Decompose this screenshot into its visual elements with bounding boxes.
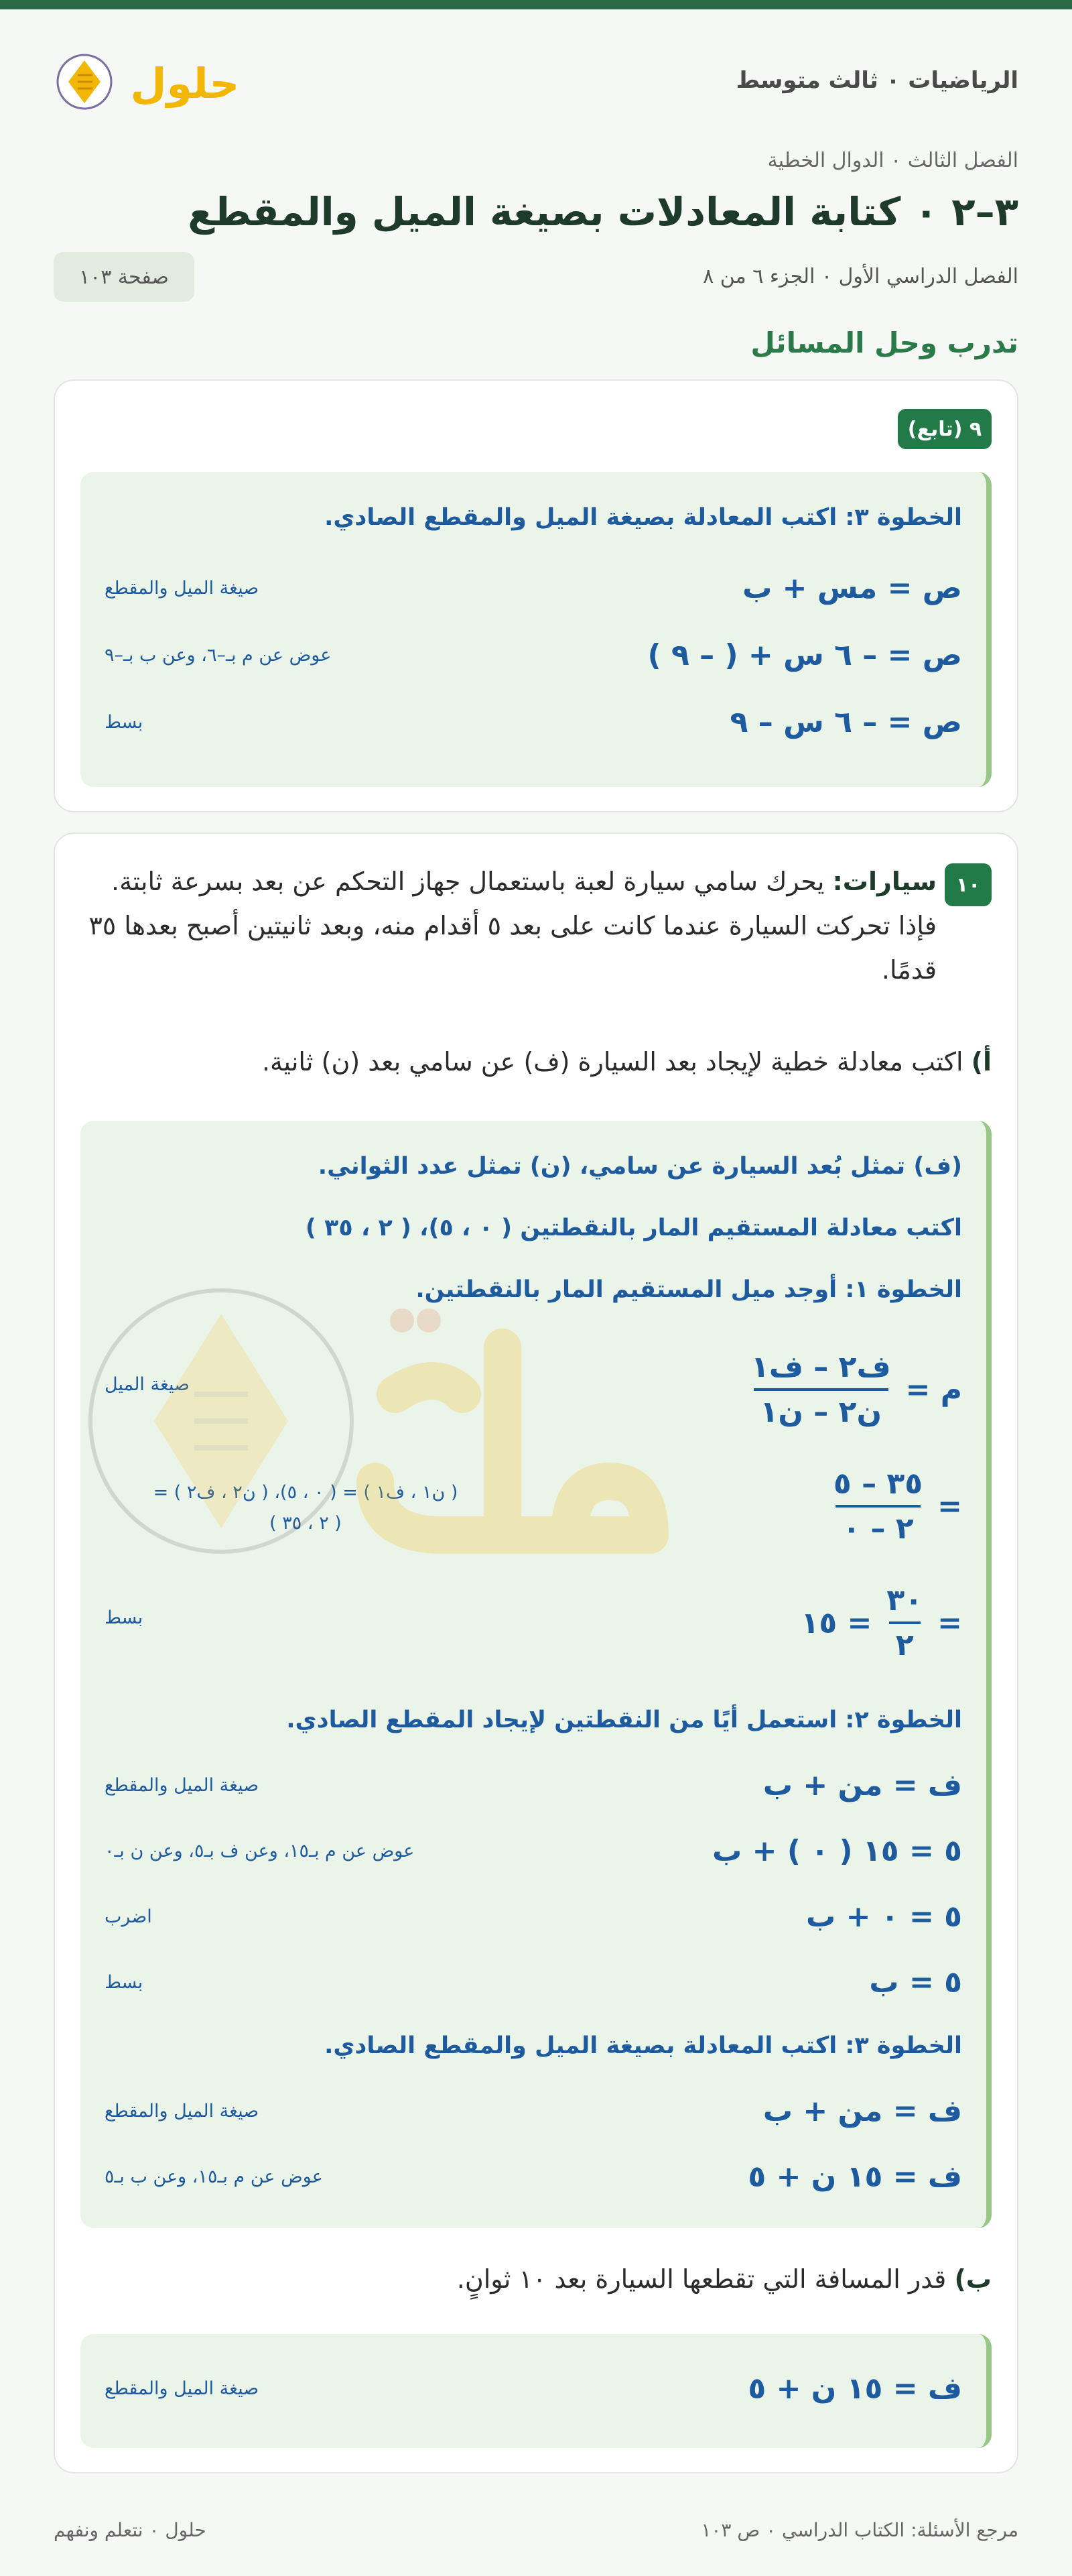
equation-row	[105, 2160, 962, 2200]
equation-row	[105, 1900, 962, 1940]
equals-sign: =	[937, 1605, 962, 1640]
fraction-denominator: ٢ – ٠	[835, 1505, 920, 1546]
logo-icon	[54, 40, 241, 121]
question-9-badge: ٩ (تابع)	[898, 409, 992, 449]
slope-formula	[736, 1350, 962, 1429]
equation-note	[105, 1477, 507, 1539]
fraction-denominator: ن٢ – ن١	[754, 1388, 888, 1429]
step-3-title-row	[105, 504, 962, 544]
equation-row	[105, 638, 962, 678]
question-10-badge: ١٠	[945, 863, 992, 906]
simplify-fraction	[880, 1583, 929, 1662]
step-3-title-row	[105, 2032, 962, 2073]
equation-note: عوض عن م بـ–٦، وعن ب بـ–٩	[105, 645, 332, 666]
equation: ف = ١٥ ن + ٥	[748, 2160, 962, 2194]
question-9-card	[54, 379, 1018, 812]
footer-source: مرجع الأسئلة: الكتاب الدراسي ٠ ص ١٠٣	[701, 2519, 1018, 2541]
step-2-title-row	[105, 1707, 962, 1747]
step-3-title: الخطوة ٣: اكتب المعادلة بصيغة الميل والمقطع الصادي.	[324, 2032, 962, 2059]
equation-note: صيغة الميل والمقطع	[105, 1775, 259, 1796]
part-b-text: قدر المسافة التي تقطعها السيارة بعد ١٠ ثوانٍ.	[456, 2264, 947, 2294]
equation-row	[105, 705, 962, 745]
hulul-logo[interactable]	[54, 40, 241, 121]
substitution-fraction	[827, 1467, 929, 1546]
breadcrumb: الفصل الثالث ٠ الدوال الخطية	[767, 149, 1018, 172]
equation-note: اضرب	[105, 1906, 152, 1927]
equation-row	[105, 571, 962, 611]
solution-intro-row	[105, 1153, 962, 1193]
page-header	[54, 40, 1018, 121]
equation: ٥ = ب	[869, 1965, 962, 2000]
equation-note: صيغة الميل والمقطع	[105, 2101, 259, 2122]
substitution-row	[105, 1453, 962, 1554]
part-b-prompt	[457, 2264, 992, 2294]
points-statement: اكتب معادلة المستقيم المار بالنقطتين ( ٠ ، ٥)، ( ٢ ، ٣٥ )	[305, 1215, 962, 1241]
page-title: ٣–٢ ٠ كتابة المعادلات بصيغة الميل والمقطع	[188, 189, 1018, 235]
step-1-title: الخطوة ١: أوجد ميل المستقيم المار بالنقطتين.	[415, 1276, 962, 1303]
slope-formula-row	[105, 1337, 962, 1437]
equals-sign: =	[937, 1489, 962, 1524]
equation-note: عوض عن م بـ١٥، وعن ف بـ٥، وعن ن بـ٠	[105, 1841, 415, 1861]
equation: ص = – ٦ س + ( – ٩ )	[647, 638, 962, 672]
equation-row	[105, 2094, 962, 2134]
fraction-numerator: ف٢ – ف١	[750, 1350, 891, 1384]
subject-label: الرياضيات ٠ ثالث متوسط	[736, 67, 1018, 94]
simplify-equation	[801, 1583, 963, 1662]
equation-note: عوض عن م بـ١٥، وعن ب بـ٥	[105, 2166, 323, 2187]
step-2-title: الخطوة ٢: استعمل أيًا من النقطتين لإيجاد المقطع الصادي.	[286, 1707, 962, 1733]
part-a-prompt	[262, 1047, 992, 1077]
part-a-text: اكتب معادلة خطية لإيجاد بعد السيارة (ف) عن سامي بعد (ن) ثانية.	[261, 1047, 963, 1077]
solution-intro-row	[105, 1215, 962, 1255]
equation-row	[105, 1834, 962, 1874]
part-b-label: ب)	[954, 2264, 992, 2294]
part-a-label: أ)	[971, 1047, 992, 1077]
logo-wordmark: حلول	[130, 59, 240, 108]
equation: ف = من + ب	[762, 1768, 962, 1802]
equation: ص = مس + ب	[742, 571, 962, 605]
equation: ٥ = ١٥ ( ٠ ) + ب	[712, 1834, 962, 1868]
question-9-solution	[80, 472, 992, 787]
problem-body: يحرك سامي سيارة لعبة باستعمال جهاز التحكم عن بعد بسرعة ثابتة. فإذا تحركت السيارة عندما كانت على بعد ٥ أقدام منه، وبعد ثانيتين أصبح بعدها ٣٥ قدمًا.	[88, 867, 937, 985]
note-line: ( ن١ ، ف١ ) = ( ٠ ، ٥)، ( ن٢ ، ف٢ ) =	[153, 1482, 458, 1503]
problem-statement	[82, 859, 937, 992]
simplify-row	[105, 1570, 962, 1670]
equation-row	[105, 1965, 962, 2006]
footer-brand: حلول ٠ نتعلم ونفهم	[54, 2519, 206, 2541]
simplify-result: = ١٥	[801, 1605, 872, 1640]
step-3-title: الخطوة ٣: اكتب المعادلة بصيغة الميل والمقطع الصادي.	[324, 504, 962, 531]
equation: ف = من + ب	[762, 2094, 962, 2128]
equation-row	[105, 1768, 962, 1808]
equation-note: صيغة الميل والمقطع	[105, 2378, 259, 2399]
question-10-card	[54, 833, 1018, 2473]
equation-note: صيغة الميل والمقطع	[105, 578, 259, 599]
step-1-title-row	[105, 1276, 962, 1316]
slope-lhs: م =	[905, 1372, 962, 1407]
slope-fraction	[744, 1350, 898, 1429]
fraction-numerator: ٣٠	[886, 1583, 923, 1617]
equation: ٥ = ٠ + ب	[806, 1900, 962, 1934]
substitution-equation	[819, 1467, 962, 1546]
fraction-numerator: ٣٥ – ٥	[833, 1467, 923, 1501]
equation-note: بسط	[105, 1607, 143, 1628]
part-a-solution	[80, 1121, 992, 2228]
note-line: ( ٢ ، ٣٥ )	[269, 1513, 342, 1534]
equation: ف = ١٥ ن + ٥	[748, 2372, 962, 2406]
section-heading: تدرب وحل المسائل	[750, 326, 1018, 359]
term-info: الفصل الدراسي الأول ٠ الجزء ٦ من ٨	[703, 265, 1018, 288]
problem-title: سيارات:	[832, 867, 937, 896]
part-b-solution	[80, 2334, 992, 2448]
equation-row	[105, 2372, 962, 2412]
equation: ص = – ٦ س – ٩	[730, 705, 962, 739]
equation-note: بسط	[105, 1972, 143, 1993]
equation-note: صيغة الميل	[105, 1374, 190, 1395]
variables-definition: (ف) تمثل بُعد السيارة عن سامي، (ن) تمثل عدد الثواني.	[318, 1153, 962, 1180]
top-accent-strip	[0, 0, 1072, 9]
fraction-denominator: ٢	[889, 1621, 921, 1662]
equation-note: بسط	[105, 712, 143, 733]
page-number-badge: صفحة ١٠٣	[54, 252, 194, 302]
